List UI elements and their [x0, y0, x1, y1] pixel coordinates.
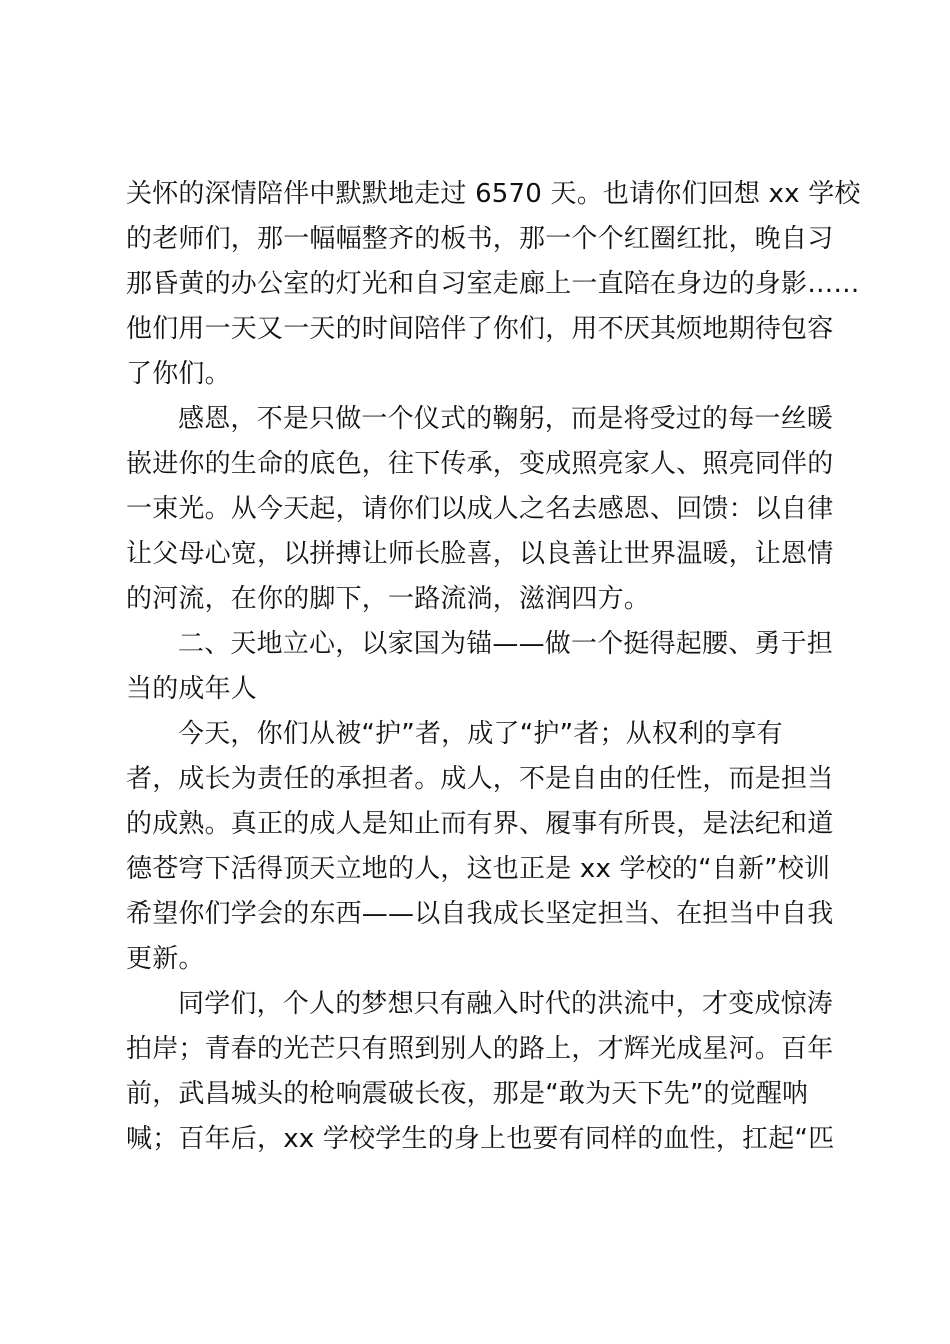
section-heading-continued: 当的成年人 — [126, 674, 258, 704]
document-body — [126, 172, 861, 1162]
text-line: 他们用一天又一天的时间陪伴了你们，用不厌其烦地期待包容 — [126, 314, 834, 344]
text-line: 的老师们，那一幅幅整齐的板书，那一个个红圈红批，晚自习 — [126, 224, 834, 254]
text-line: 的成熟。真正的成人是知止而有界、履事有所畏，是法纪和道 — [126, 809, 834, 839]
text-line: 的河流，在你的脚下，一路流淌，滋润四方。 — [126, 584, 651, 614]
text-line: 了你们。 — [126, 359, 231, 389]
section-heading: 二、天地立心，以家国为锚——做一个挺得起腰、勇于担 — [178, 629, 834, 659]
text-line: 一束光。从今天起，请你们以成人之名去感恩、回馈：以自律 — [126, 494, 834, 524]
text-line: 那昏黄的办公室的灯光和自习室走廊上一直陪在身边的身影…… — [126, 269, 860, 299]
text-line: 前，武昌城头的枪响震破长夜，那是“敢为天下先”的觉醒呐 — [126, 1079, 809, 1109]
text-line: 拍岸；青春的光芒只有照到别人的路上，才辉光成星河。百年 — [126, 1034, 834, 1064]
paragraph-first-line: 同学们，个人的梦想只有融入时代的洪流中，才变成惊涛 — [178, 989, 834, 1019]
text-line: 让父母心宽，以拼搏让师长脸喜，以良善让世界温暖，让恩情 — [126, 539, 834, 569]
text-line: 者，成长为责任的承担者。成人，不是自由的任性，而是担当 — [126, 764, 834, 794]
text-line: 关怀的深情陪伴中默默地走过 6570 天。也请你们回想 xx 学校 — [126, 179, 861, 209]
text-line: 希望你们学会的东西——以自我成长坚定担当、在担当中自我 — [126, 899, 834, 929]
paragraph-first-line: 今天，你们从被“护”者，成了“护”者；从权利的享有 — [178, 719, 783, 749]
text-line: 德苍穹下活得顶天立地的人，这也正是 xx 学校的“自新”校训 — [126, 854, 831, 884]
text-line: 嵌进你的生命的底色，往下传承，变成照亮家人、照亮同伴的 — [126, 449, 834, 479]
text-line: 更新。 — [126, 944, 205, 974]
text-line: 喊；百年后，xx 学校学生的身上也要有同样的血性，扛起“匹 — [126, 1124, 835, 1154]
paragraph-first-line: 感恩，不是只做一个仪式的鞠躬，而是将受过的每一丝暖 — [178, 404, 834, 434]
